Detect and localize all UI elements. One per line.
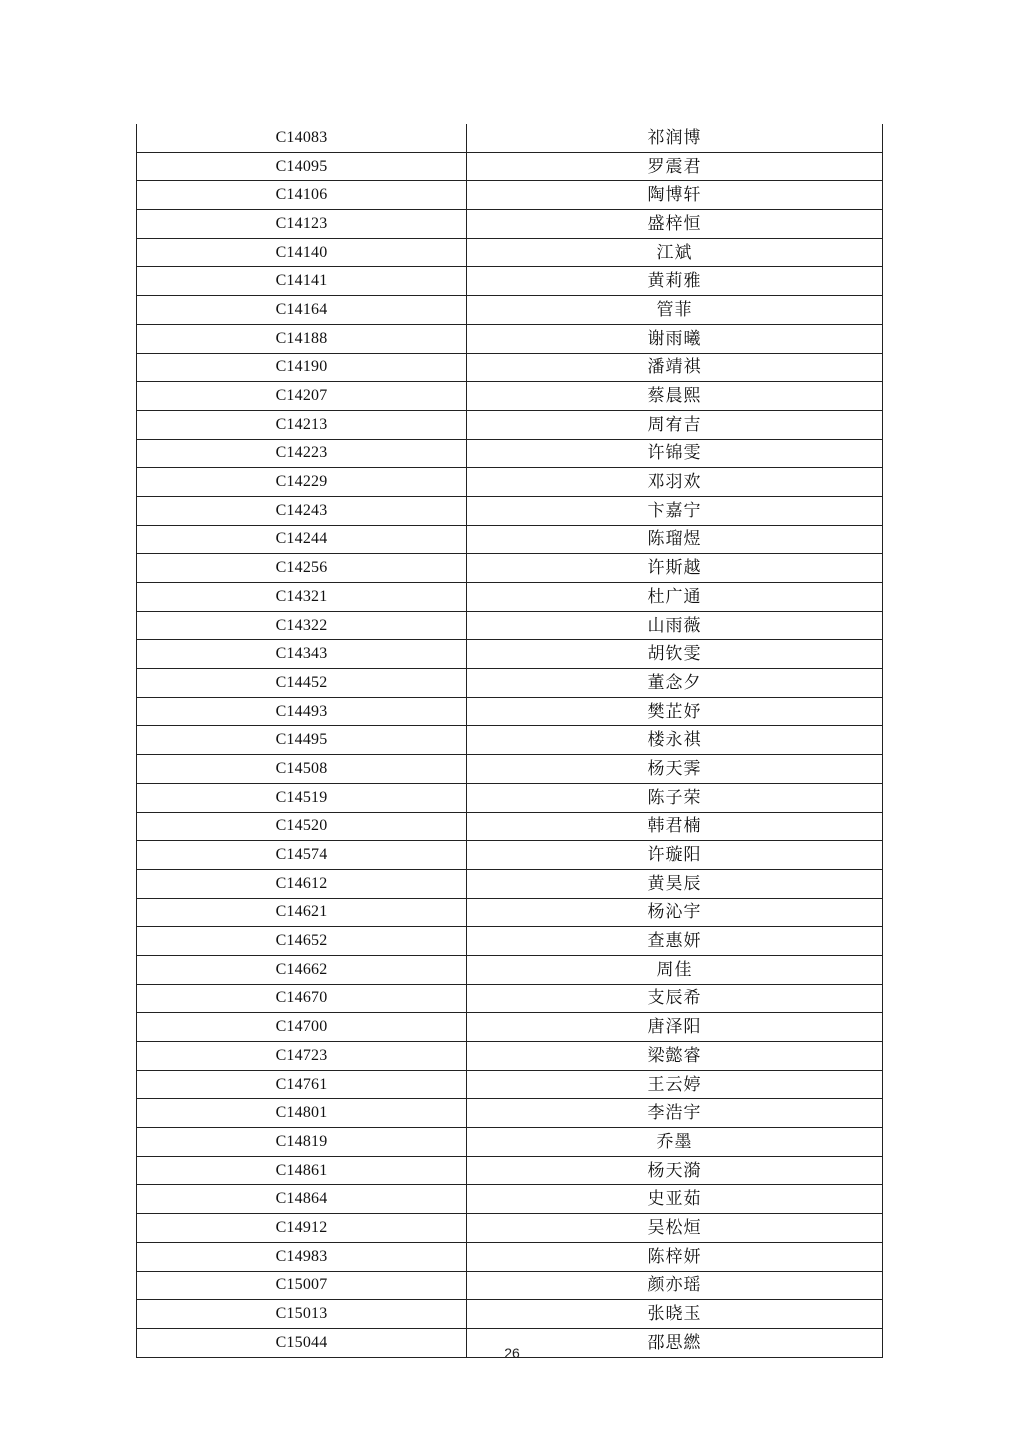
roster-table-container [136,124,880,1358]
student-code-cell: C14343 [137,640,467,669]
student-name-cell: 陈梓妍 [467,1242,883,1271]
student-name-cell: 周佳 [467,955,883,984]
student-name-cell: 杜广通 [467,583,883,612]
student-code-cell: C14190 [137,353,467,382]
table-row [137,583,883,612]
table-row [137,496,883,525]
table-row [137,955,883,984]
roster-table-body [137,124,883,1357]
table-row [137,697,883,726]
table-row [137,1128,883,1157]
table-row [137,525,883,554]
student-name-cell: 卞嘉宁 [467,496,883,525]
student-code-cell: C14493 [137,697,467,726]
student-code-cell: C14761 [137,1070,467,1099]
student-code-cell: C14321 [137,583,467,612]
student-code-cell: C14322 [137,611,467,640]
student-code-cell: C14621 [137,898,467,927]
student-code-cell: C14508 [137,755,467,784]
student-code-cell: C14244 [137,525,467,554]
table-row [137,726,883,755]
student-name-cell: 唐泽阳 [467,1013,883,1042]
student-code-cell: C14662 [137,955,467,984]
student-name-cell: 许锦雯 [467,439,883,468]
student-code-cell: C14141 [137,267,467,296]
table-row [137,1070,883,1099]
table-row [137,210,883,239]
table-row [137,296,883,325]
student-code-cell: C14861 [137,1156,467,1185]
student-code-cell: C14495 [137,726,467,755]
table-row [137,927,883,956]
table-row [137,353,883,382]
student-code-cell: C14819 [137,1128,467,1157]
student-name-cell: 祁润博 [467,124,883,152]
student-name-cell: 王云婷 [467,1070,883,1099]
student-code-cell: C14095 [137,152,467,181]
student-name-cell: 邵思繎 [467,1328,883,1357]
table-row [137,181,883,210]
student-name-cell: 楼永祺 [467,726,883,755]
table-row [137,1185,883,1214]
student-code-cell: C14612 [137,869,467,898]
student-name-cell: 史亚茹 [467,1185,883,1214]
student-code-cell: C14164 [137,296,467,325]
student-name-cell: 邓羽欢 [467,468,883,497]
table-row [137,1099,883,1128]
student-code-cell: C14083 [137,124,467,152]
table-row [137,124,883,152]
student-code-cell: C15013 [137,1300,467,1329]
table-row [137,1242,883,1271]
student-name-cell: 杨沁宇 [467,898,883,927]
table-row [137,669,883,698]
table-row [137,841,883,870]
student-name-cell: 乔墨 [467,1128,883,1157]
table-row [137,869,883,898]
student-code-cell: C14140 [137,238,467,267]
student-name-cell: 谢雨曦 [467,324,883,353]
student-name-cell: 山雨薇 [467,611,883,640]
student-code-cell: C14123 [137,210,467,239]
table-row [137,1300,883,1329]
table-row [137,640,883,669]
table-row [137,468,883,497]
student-name-cell: 周宥吉 [467,410,883,439]
student-code-cell: C14912 [137,1214,467,1243]
table-row [137,382,883,411]
student-code-cell: C14670 [137,984,467,1013]
student-code-cell: C14983 [137,1242,467,1271]
student-name-cell: 罗震君 [467,152,883,181]
table-row [137,410,883,439]
table-row [137,324,883,353]
student-name-cell: 黄莉雅 [467,267,883,296]
table-row [137,152,883,181]
student-name-cell: 颜亦瑶 [467,1271,883,1300]
student-name-cell: 胡钦雯 [467,640,883,669]
student-code-cell: C14229 [137,468,467,497]
student-name-cell: 董念夕 [467,669,883,698]
table-row [137,1156,883,1185]
student-name-cell: 潘靖祺 [467,353,883,382]
student-code-cell: C15007 [137,1271,467,1300]
table-row [137,984,883,1013]
student-name-cell: 陈瑠煜 [467,525,883,554]
student-code-cell: C14700 [137,1013,467,1042]
student-code-cell: C14864 [137,1185,467,1214]
student-name-cell: 梁懿睿 [467,1042,883,1071]
table-row [137,1271,883,1300]
student-name-cell: 张晓玉 [467,1300,883,1329]
student-name-cell: 许璇阳 [467,841,883,870]
student-name-cell: 李浩宇 [467,1099,883,1128]
student-code-cell: C15044 [137,1328,467,1357]
table-row [137,783,883,812]
table-row [137,755,883,784]
table-row [137,267,883,296]
student-code-cell: C14256 [137,554,467,583]
student-code-cell: C14243 [137,496,467,525]
student-code-cell: C14519 [137,783,467,812]
table-row [137,1214,883,1243]
student-code-cell: C14223 [137,439,467,468]
student-code-cell: C14188 [137,324,467,353]
student-name-cell: 陈子荣 [467,783,883,812]
student-code-cell: C14574 [137,841,467,870]
table-row [137,812,883,841]
table-row [137,439,883,468]
page-number: 26 [504,1345,520,1361]
student-name-cell: 吴松烜 [467,1214,883,1243]
student-name-cell: 江斌 [467,238,883,267]
student-name-cell: 陶博轩 [467,181,883,210]
student-name-cell: 黄昊辰 [467,869,883,898]
student-name-cell: 管菲 [467,296,883,325]
student-name-cell: 樊芷妤 [467,697,883,726]
student-code-cell: C14652 [137,927,467,956]
student-code-cell: C14106 [137,181,467,210]
student-code-cell: C14452 [137,669,467,698]
table-row [137,611,883,640]
student-name-cell: 蔡晨熙 [467,382,883,411]
table-row [137,554,883,583]
student-name-cell: 韩君楠 [467,812,883,841]
table-row [137,898,883,927]
student-name-cell: 许斯越 [467,554,883,583]
roster-table [136,124,883,1358]
table-row [137,1042,883,1071]
student-name-cell: 杨天霁 [467,755,883,784]
student-name-cell: 支辰希 [467,984,883,1013]
student-code-cell: C14520 [137,812,467,841]
student-code-cell: C14723 [137,1042,467,1071]
table-row [137,1013,883,1042]
student-name-cell: 查惠妍 [467,927,883,956]
student-code-cell: C14213 [137,410,467,439]
student-code-cell: C14207 [137,382,467,411]
table-row [137,238,883,267]
student-name-cell: 盛梓恒 [467,210,883,239]
student-name-cell: 杨天漪 [467,1156,883,1185]
student-code-cell: C14801 [137,1099,467,1128]
